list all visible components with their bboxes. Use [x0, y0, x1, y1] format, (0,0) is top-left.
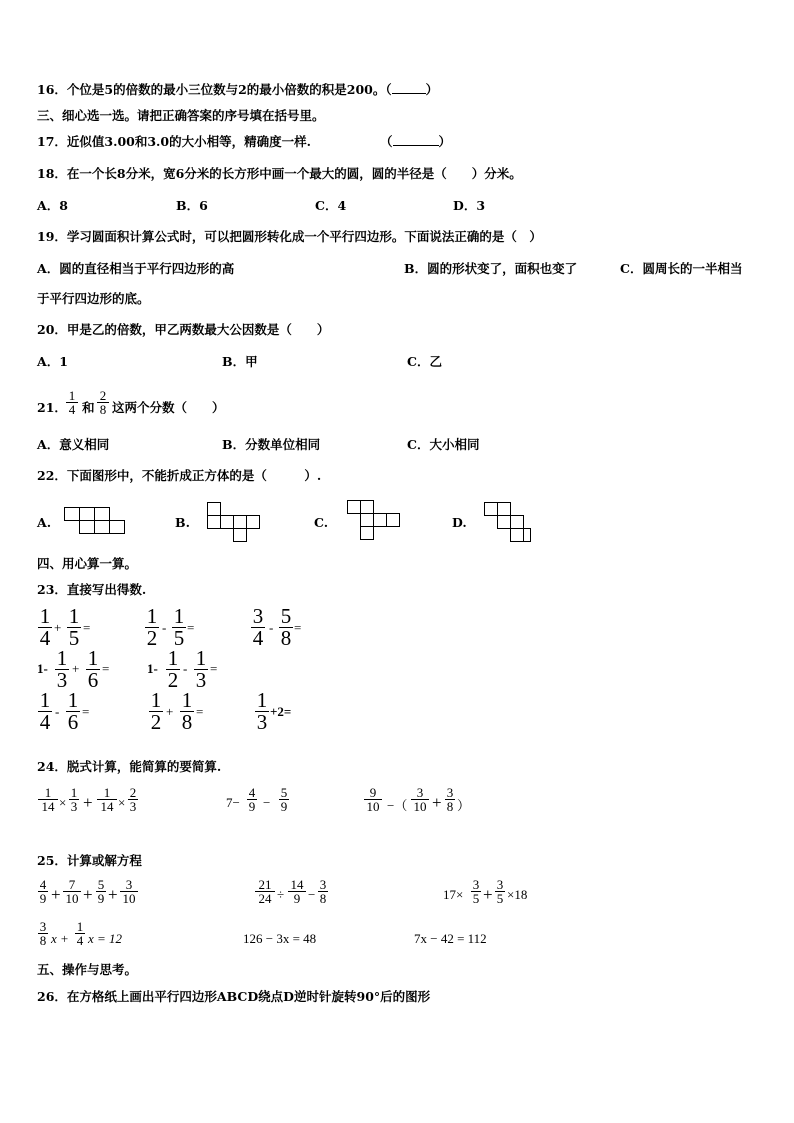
q16-close: ）: [425, 82, 439, 97]
q22-net-c: [347, 500, 403, 542]
q24-e1-f3: [97, 786, 117, 813]
q21-and: 和: [82, 400, 95, 415]
q24-e2-f2: [279, 786, 289, 813]
q22-net-b: [207, 502, 263, 544]
q22-text: 22．下面图形中，不能折成正方体的是（ ）.: [37, 468, 322, 483]
numerator: 3: [472, 877, 480, 892]
q21-option-a[interactable]: A．意义相同: [37, 437, 110, 452]
numerator: 1: [70, 785, 78, 800]
q25-e3-pre: 17×: [443, 887, 464, 902]
denominator: 3: [129, 799, 137, 814]
q25-e2-op2: −: [308, 887, 316, 902]
q22-option-c[interactable]: C.: [314, 515, 329, 530]
q25-e2-op1: ÷: [277, 887, 285, 902]
numerator: 4: [248, 785, 256, 800]
denominator: 10: [413, 799, 427, 814]
numerator: 3: [252, 604, 264, 628]
q17-open: （: [380, 134, 393, 149]
denominator: 9: [97, 891, 105, 906]
q24-e2-pre: 7−: [226, 795, 240, 810]
q19-option-a[interactable]: A．圆的直径相当于平行四边形的高: [37, 261, 235, 276]
q21-option-b[interactable]: B．分数单位相同: [222, 437, 321, 452]
q25-e1-op3: +: [108, 885, 118, 904]
q18-option-b[interactable]: B．6: [176, 198, 208, 213]
q18-option-d[interactable]: D．3: [453, 198, 486, 213]
numerator: 1: [146, 604, 158, 628]
q25-e1-f4: [120, 878, 138, 905]
q24-text: 24．脱式计算，能简算的要简算.: [37, 759, 222, 774]
q23-r2-e2-op: -: [183, 661, 188, 676]
numerator: 1: [167, 646, 179, 670]
numerator: 5: [280, 604, 292, 628]
q16-text: [37, 82, 438, 98]
q23-r3-e1-op: -: [55, 704, 60, 719]
q23-r3-e2-eq[interactable]: =: [196, 704, 204, 719]
q23-r2-e1-eq[interactable]: =: [102, 661, 110, 676]
q23-r3-e1-eq[interactable]: =: [82, 704, 90, 719]
denominator: 4: [76, 933, 84, 948]
q21-option-c[interactable]: C．大小相同: [407, 437, 480, 452]
numerator: 9: [369, 785, 377, 800]
q20-option-c[interactable]: C．乙: [407, 354, 442, 369]
q22-option-d[interactable]: D.: [452, 515, 467, 530]
numerator: 5: [97, 877, 105, 892]
numerator: 1: [76, 919, 84, 934]
q24-e3-f3: [445, 786, 455, 813]
denominator: 6: [67, 710, 79, 734]
q25-e2-f1: [255, 878, 275, 905]
denominator: 10: [65, 891, 79, 906]
q25-e2-f3: [318, 878, 328, 905]
numerator: 3: [319, 877, 327, 892]
q24-e1-plus: +: [83, 793, 93, 812]
q23-r3-e3-a: [255, 690, 269, 733]
q24-e2-f1: [247, 786, 257, 813]
q18-option-a[interactable]: A．8: [37, 198, 68, 213]
numerator: 4: [39, 877, 47, 892]
denominator: 5: [68, 626, 80, 650]
denominator: 10: [122, 891, 136, 906]
denominator: 8: [446, 799, 454, 814]
q23-r3-e2-b: [180, 690, 194, 733]
denominator: 5: [472, 891, 480, 906]
numerator: 3: [39, 919, 47, 934]
q25-e1-f2: [63, 878, 81, 905]
numerator: 3: [496, 877, 504, 892]
numerator: 1: [39, 688, 51, 712]
numerator: 3: [125, 877, 133, 892]
q23-r2-e2-b: [194, 648, 208, 691]
q23-r2-e2-eq[interactable]: =: [210, 661, 218, 676]
q25-e4-end: x = 12: [88, 931, 123, 946]
q21-number: 21．: [37, 400, 67, 415]
q25-e4-x1: x +: [51, 931, 69, 946]
q23-r3-e3-tail[interactable]: +2=: [270, 704, 292, 719]
numerator: 1: [173, 604, 185, 628]
q17-text: 17．近似值3.00和3.0的大小相等，精确度一样.: [37, 134, 311, 149]
denominator: 8: [99, 402, 107, 417]
numerator: 1: [39, 604, 51, 628]
q25-e4-f2: [75, 920, 85, 947]
q25-text: 25．计算或解方程: [37, 853, 142, 868]
q17-answer-blank[interactable]: [393, 145, 439, 146]
q25-e1-f1: [38, 878, 48, 905]
numerator: 2: [99, 388, 107, 403]
numerator: 2: [129, 785, 137, 800]
q23-r1-e2-eq[interactable]: =: [187, 620, 195, 635]
denominator: 5: [173, 626, 185, 650]
q23-r3-e2-op: +: [166, 704, 174, 719]
q25-e3-f1: [471, 878, 481, 905]
numerator: 1: [68, 604, 80, 628]
q23-r1-e1-op: +: [54, 620, 62, 635]
denominator: 3: [195, 668, 207, 692]
denominator: 3: [256, 710, 268, 734]
q20-text: 20．甲是乙的倍数，甲乙两数最大公因数是（ ）: [37, 322, 330, 337]
q24-e1-x1: ×: [59, 795, 67, 810]
denominator: 8: [181, 710, 193, 734]
q16-stem: 16．个位是5的倍数的最小三位数与2的最小倍数的积是200。（: [37, 82, 392, 97]
q25-e5: 126 − 3x = 48: [243, 931, 317, 946]
numerator: 1: [256, 688, 268, 712]
section-5-title: 五、操作与思考。: [37, 962, 138, 977]
numerator: 3: [416, 785, 424, 800]
denominator: 8: [39, 933, 47, 948]
q19-option-c-cont: 于平行四边形的底。: [37, 291, 150, 306]
q16-answer-blank[interactable]: [392, 93, 426, 94]
denominator: 9: [39, 891, 47, 906]
q23-r1-e3-eq[interactable]: =: [294, 620, 302, 635]
numerator: 1: [67, 688, 79, 712]
q20-option-a[interactable]: A．1: [37, 354, 68, 369]
numerator: 1: [195, 646, 207, 670]
q23-r2-e1-pre: 1-: [37, 661, 48, 676]
denominator: 6: [87, 668, 99, 692]
q26-text: 26．在方格纸上画出平行四边形ABCD绕点D逆时针旋转90°后的图形: [37, 989, 431, 1004]
denominator: 4: [252, 626, 264, 650]
numerator: 1: [87, 646, 99, 670]
q25-e2-f2: [288, 878, 306, 905]
q23-r1-e3-b: [279, 606, 293, 649]
denominator: 2: [150, 710, 162, 734]
q24-e3-f1: [364, 786, 382, 813]
q25-e1-f3: [96, 878, 106, 905]
denominator: 2: [167, 668, 179, 692]
q21-rest: 这两个分数（ ）: [112, 400, 225, 415]
denominator: 3: [56, 668, 68, 692]
numerator: 21: [258, 877, 272, 892]
denominator: 3: [70, 799, 78, 814]
q23-r2-e2-a: [166, 648, 180, 691]
q22-net-d: [484, 502, 536, 544]
numerator: 1: [150, 688, 162, 712]
q23-r1-e3-a: [251, 606, 265, 649]
denominator: 9: [248, 799, 256, 814]
q23-text: 23．直接写出得数.: [37, 582, 147, 597]
denominator: 4: [39, 626, 51, 650]
q25-e1-op2: +: [83, 885, 93, 904]
q24-e3-f2: [411, 786, 429, 813]
q23-r3-e1-a: [38, 690, 52, 733]
q21-fraction-1: [66, 389, 78, 416]
q23-r1-e2-op: -: [162, 620, 167, 635]
q23-r2-e2-pre: 1-: [147, 661, 158, 676]
q23-r1-e2-a: [145, 606, 159, 649]
q17-answer: [380, 134, 451, 150]
numerator: 7: [68, 877, 76, 892]
q23-r1-e3-op: -: [269, 620, 274, 635]
q23-r1-e2-b: [172, 606, 186, 649]
section-4-title: 四、用心算一算。: [37, 556, 138, 571]
denominator: 4: [39, 710, 51, 734]
numerator: 1: [103, 785, 111, 800]
denominator: 9: [280, 799, 288, 814]
denominator: 24: [258, 891, 272, 906]
q21-fraction-2: [97, 389, 109, 416]
denominator: 8: [280, 626, 292, 650]
q23-r1-e1-a: [38, 606, 52, 649]
q22-option-a[interactable]: A.: [37, 515, 52, 530]
q25-e3-end: ×18: [507, 887, 528, 902]
q25-e3-f2: [495, 878, 505, 905]
q24-e3-end: ）: [457, 798, 471, 813]
q19-option-b[interactable]: B．圆的形状变了，面积也变了: [404, 261, 578, 276]
q25-e3-plus: +: [483, 885, 493, 904]
numerator: 1: [68, 388, 76, 403]
q23-r1-e1-b: [67, 606, 81, 649]
numerator: 1: [44, 785, 52, 800]
q22-option-b[interactable]: B.: [175, 515, 190, 530]
numerator: 3: [446, 785, 454, 800]
q24-e1-f1: [38, 786, 58, 813]
q18-option-c[interactable]: C．4: [315, 198, 347, 213]
q24-e1-x2: ×: [118, 795, 126, 810]
q24-e1-f4: [128, 786, 138, 813]
q22-net-a: [64, 507, 128, 537]
q17-close: ）: [438, 134, 452, 149]
numerator: 14: [290, 877, 304, 892]
q25-e6: 7x − 42 = 112: [414, 931, 487, 946]
q19-option-c[interactable]: C．圆周长的一半相当: [620, 261, 743, 276]
numerator: 1: [181, 688, 193, 712]
q23-r2-e1-a: [55, 648, 69, 691]
denominator: 4: [68, 402, 76, 417]
q24-e3-plus: +: [432, 793, 442, 812]
denominator: 8: [319, 891, 327, 906]
denominator: 2: [146, 626, 158, 650]
q25-e1-op1: +: [51, 885, 61, 904]
section-3-title: 三、细心选一选。请把正确答案的序号填在括号里。: [37, 108, 325, 123]
q18-text: 18．在一个长8分米，宽6分米的长方形中画一个最大的圆，圆的半径是（ ）分米。: [37, 166, 522, 181]
q23-r2-e1-op: +: [72, 661, 80, 676]
q24-e1-f2: [69, 786, 79, 813]
denominator: 5: [496, 891, 504, 906]
denominator: 10: [366, 799, 380, 814]
q19-text: 19．学习圆面积计算公式时，可以把圆形转化成一个平行四边形。下面说法正确的是（ ）: [37, 229, 542, 244]
denominator: 14: [41, 799, 55, 814]
q20-option-b[interactable]: B．甲: [222, 354, 258, 369]
q23-r3-e1-b: [66, 690, 80, 733]
q24-e3-minus: −（: [387, 798, 408, 813]
q23-r1-e1-eq[interactable]: =: [83, 620, 91, 635]
denominator: 14: [100, 799, 114, 814]
q23-r3-e2-a: [149, 690, 163, 733]
q25-e4-f1: [38, 920, 48, 947]
numerator: 5: [280, 785, 288, 800]
q24-e2-minus: −: [263, 795, 271, 810]
numerator: 1: [56, 646, 68, 670]
q23-r2-e1-b: [86, 648, 100, 691]
denominator: 9: [293, 891, 301, 906]
